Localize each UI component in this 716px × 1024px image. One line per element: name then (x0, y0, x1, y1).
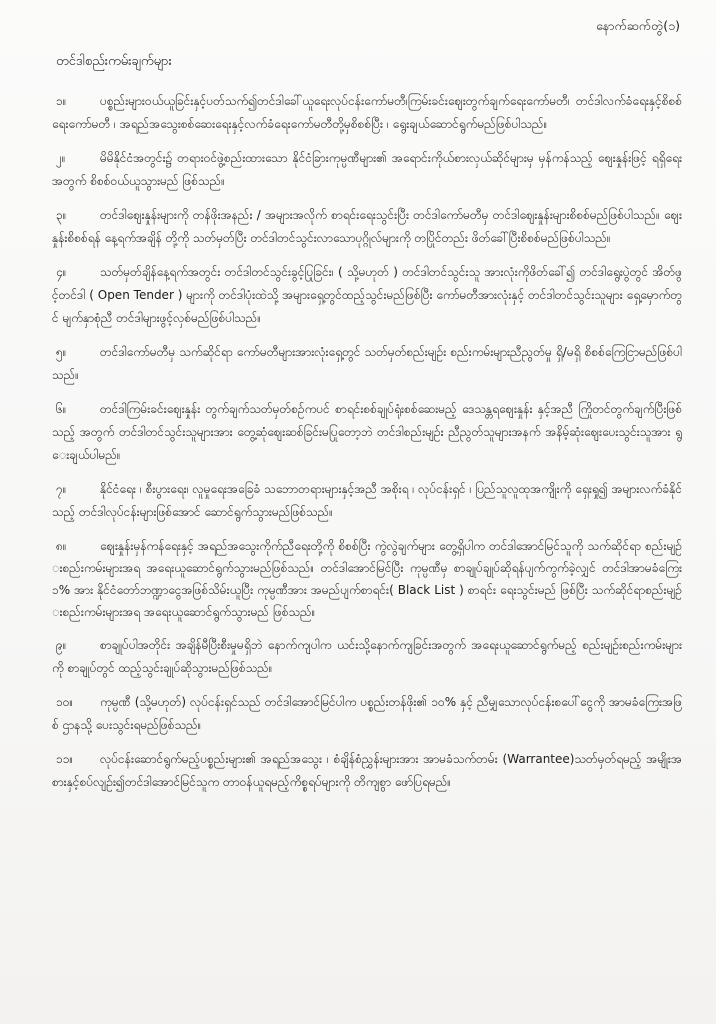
clause-8 (52, 535, 682, 623)
clause-text: တင်ဒါဈေးနှုန်းများကို တန်ဖိုးအနည်း / အများအလိုက် စာရင်းရေးသွင်းပြီး တင်ဒါကော်မတီမှ တင်ဒါဈေးနှုန်းများစိစစ်မည်ဖြစ်ပါသည်။ ဈေးနှုန်းစိစစ်ရန် နေ့ရက်အချိန် တို့ကို သတ်မှတ်ပြီး တင်ဒါတင်သွင်းလာသောပုဂ္ဂိုလ်များကို တပြိုင်တည်း ဖိတ်ခေါ်ပြီးစိစစ်မည်ဖြစ်ပါသည်။ (52, 208, 682, 245)
clause-text: စာချုပ်ပါအတိုင်း အချိန်မီပြီးစီးမှုမရှိဘဲ နောက်ကျပါက ယင်းသို့နောက်ကျခြင်းအတွက် အရေးယူဆောင်ရွက်မည့် စည်းမျဉ်းစည်းကမ်းများကို စာချုပ်တွင် ထည့်သွင်းချုပ်ဆိုသွားမည်ဖြစ်သည်။ (52, 638, 682, 675)
clause-text: သတ်မှတ်ချိန်နေ့ရက်အတွင်း တင်ဒါတင်သွင်းခွင့်ပြုခြင်း၊ ( သို့မဟုတ် ) တင်ဒါတင်သွင်းသူ အားလုံးကိုဖိတ်ခေါ်၍ တင်ဒါရွေးပွဲတွင် အိတ်ဖွင့်တင်ဒါ ( Open Tender ) များကို တင်ဒါပုံးထဲသို့ အများရှေ့တွင်ထည့်သွင်းမည်ဖြစ်ပြီး ကော်မတီအားလုံးနှင့် တင်ဒါတင်သွင်းသူများ ရှေ့မှောက်တွင် မျက်နှာစုံညီ တင်ဒါများဖွင့်လှစ်မည်ဖြစ်ပါသည်။ (52, 265, 682, 325)
annex-label: နောက်ဆက်တွဲ(၁) (596, 18, 680, 33)
clause-number: ၆။ (56, 402, 67, 416)
clause-text: နိုင်ငံရေး ၊ စီးပွားရေး၊ လူမှုရေးအခြေခံ သဘောတရားများနှင့်အညီ အစိုးရ ၊ လုပ်ငန်းရှင် ၊ ပြည်သူလူထုအကျိုးကို ရှေးရှု၍ အများလက်ခံနိုင်သည့် တင်ဒါလုပ်ငန်းများဖြစ်အောင် ဆောင်ရွက်သွားမည်ဖြစ်သည်။ (52, 482, 682, 519)
clause-text: ဈေးနှုန်းမှန်ကန်ရေးနှင့် အရည်အသွေးကိုက်ညီရေးတို့ကို စိစစ်ပြီး ကွဲလွဲချက်များ တွေ့ရှိပါက တင်ဒါအောင်မြင်သူကို သက်ဆိုင်ရာ စည်းမျဉ်းစည်းကမ်းများအရ အရေးယူဆောင်ရွက်သွားမည်ဖြစ်သည်။ တင်ဒါအောင်မြင်ပြီး ကုမ္ပဏီမှ စာချုပ်ချုပ်ဆိုရန်ပျက်ကွက်ခဲ့လျှင် တင်ဒါအာမခံကြေး ၁% အား နိုင်ငံတော်ဘဏ္ဍာငွေအဖြစ်သိမ်းယူပြီး ကုမ္ပဏီအား အမည်ပျက်စာရင်း( Black List ) စာရင်း ရေးသွင်းမည် ဖြစ်ပြီး သက်ဆိုင်ရာစည်းမျဉ်းစည်းကမ်းများအရ အရေးယူဆောင်ရွက်သွားမည် ဖြစ်သည်။ (52, 539, 682, 619)
clause-number: ၂။ (56, 151, 66, 165)
clause-number: ၅။ (56, 345, 67, 359)
clause-4 (52, 261, 682, 330)
clause-11 (52, 748, 682, 794)
clause-number: ၄။ (56, 265, 67, 279)
clause-number: ၁၁။ (56, 752, 74, 766)
clause-9 (52, 634, 682, 680)
clause-number: ၁၀။ (56, 695, 74, 709)
clause-3 (52, 204, 682, 250)
clause-number: ၇။ (56, 482, 67, 496)
clause-text: မိမိနိုင်ငံအတွင်း၌ တရားဝင်ဖွဲ့စည်းထားသော နိုင်ငံခြားကုမ္ပဏီများ၏ အရောင်းကိုယ်စားလှယ်ဆိုင်များမှ မှန်ကန်သည့် ဈေးနှုန်းဖြင့် ရရှိရေးအတွက် စိစစ်ဝယ်ယူသွားမည် ဖြစ်သည်။ (52, 151, 682, 188)
clause-6 (52, 398, 682, 467)
clause-number: ၉။ (56, 638, 67, 652)
document-heading: တင်ဒါစည်းကမ်းချက်များ (56, 54, 172, 69)
clause-text: လုပ်ငန်းဆောင်ရွက်မည့်ပစ္စည်းများ၏ အရည်အသွေး ၊ စံချိန်စံညွှန်းများအား အာမခံသက်တမ်း (Warrantee)သတ်မှတ်ရမည့် အမျိုးအစားနှင့်စပ်လျဉ်း၍တင်ဒါအောင်မြင်သူက တာဝန်ယူရမည့်ကိစ္စရပ်များကို တိကျစွာ ဖော်ပြရမည်။ (52, 752, 682, 789)
clause-text: တင်ဒါကြမ်းခင်းဈေးနှုန်း တွက်ချက်သတ်မှတ်စဉ်ကပင် စာရင်းစစ်ချုပ်ရုံးစစ်ဆေးမည့် ဒေသန္တရဈေးနှုန်း နှင့်အညီ ကြိုတင်တွက်ချက်ပြီးဖြစ်သည့် အတွက် တင်ဒါတင်သွင်းသူများအား တွေ့ဆုံဈေးဆစ်ခြင်းမပြုတော့ဘဲ တင်ဒါစည်းမျဉ်း ညီညွတ်သူများအနက် အနိမ့်ဆုံးဈေးပေးသွင်းသူအား ရွေးချယ်ပါမည်။ (52, 402, 682, 462)
clause-10 (52, 691, 682, 737)
clause-text: တင်ဒါကော်မတီမှ သက်ဆိုင်ရာ ကော်မတီများအားလုံးရှေ့တွင် သတ်မှတ်စည်းမျဉ်း စည်းကမ်းများညီညွတ်မှု ရှိ/မရှိ စိစစ်ကြေငြာမည်ဖြစ်ပါသည်။ (52, 345, 682, 382)
clause-text: ပစ္စည်းများဝယ်ယူခြင်းနှင့်ပတ်သက်၍တင်ဒါခေါ်ယူရေးလုပ်ငန်းကော်မတီ၊ကြမ်းခင်းဈေးတွက်ချက်ရေးကော်မတီ၊ တင်ဒါလက်ခံရေးနှင့်စိစစ်ရေးကော်မတီ ၊ အရည်အသွေးစစ်ဆေးရေးနှင့်လက်ခံရေးကော်မတီတို့မှစိစစ်ပြီး ၊ ရွေးချယ်ဆောင်ရွက်မည်ဖြစ်ပါသည်။ (52, 94, 682, 131)
clause-5 (52, 341, 682, 387)
clause-number: ၁။ (56, 94, 67, 108)
clause-1 (52, 90, 682, 136)
clause-7 (52, 478, 682, 524)
clause-number: ၈။ (56, 539, 67, 553)
clause-2 (52, 147, 682, 193)
clause-number: ၃။ (56, 208, 67, 222)
clause-text: ကုမ္ပဏီ (သို့မဟုတ်) လုပ်ငန်းရှင်သည် တင်ဒါအောင်မြင်ပါက ပစ္စည်းတန်ဖိုး၏ ၁၀% နှင့် ညီမျှသောလုပ်ငန်းစပေါ်ငွေကို အာမခံကြေးအဖြစ် ဌာနသို့ ပေးသွင်းရမည်ဖြစ်သည်။ (52, 695, 682, 732)
